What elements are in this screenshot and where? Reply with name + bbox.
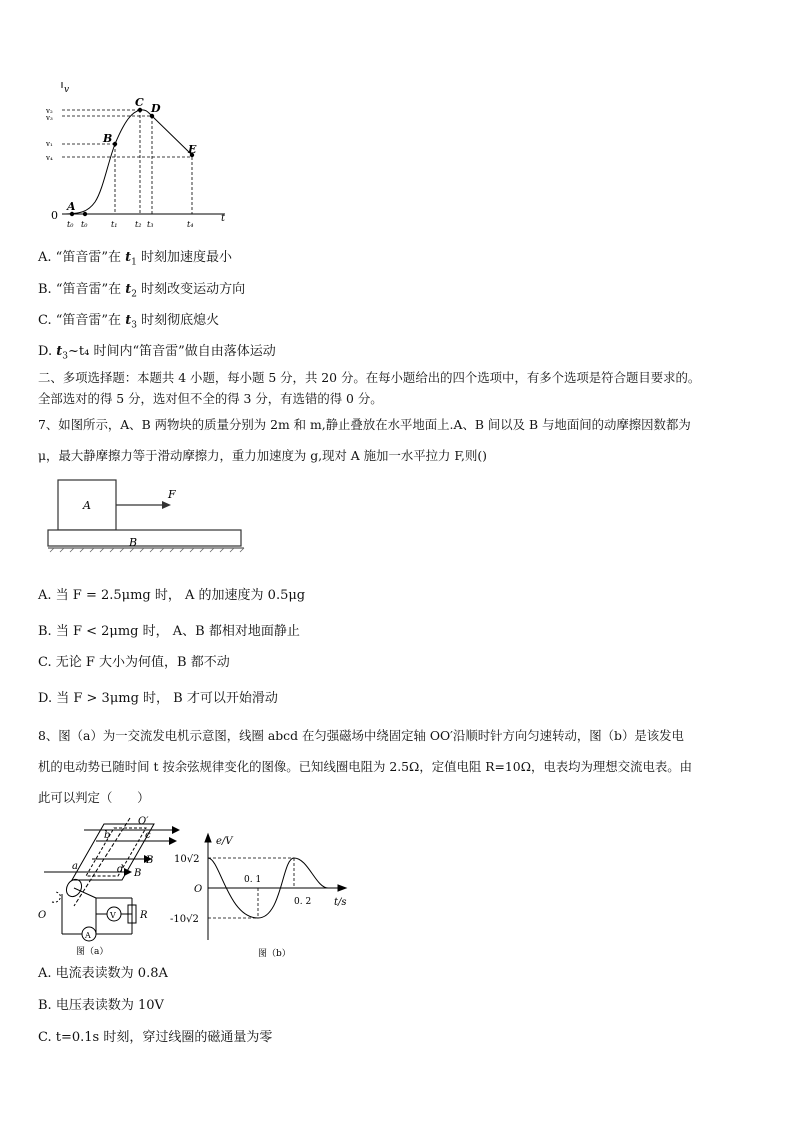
- point-c-label: C: [135, 96, 144, 109]
- y-tick-v4: v₄: [46, 154, 53, 162]
- x-tick-01: 0. 1: [244, 875, 262, 885]
- q7-option-d: D. 当 F > 3μmg 时， B 才可以开始滑动: [38, 691, 278, 706]
- point-e-label: E: [188, 143, 197, 156]
- vt-graph: [40, 82, 240, 232]
- x-tick-t4: t₄: [187, 220, 194, 229]
- section2-line2: 全部选对的得 5 分，选对但不全的得 3 分，有选错的得 0 分。: [38, 391, 383, 406]
- label-o: O: [38, 910, 47, 921]
- q7-option-a: A. 当 F = 2.5μmg 时， A 的加速度为 0.5μg: [38, 588, 306, 603]
- block-b-label: B: [129, 536, 138, 549]
- q7-option-c: C. 无论 F 大小为何值，B 都不动: [38, 655, 230, 670]
- block-a-label: A: [83, 499, 91, 512]
- q7-block-figure: [46, 478, 246, 554]
- q6-option-b: B. “笛音雷”在 $t_2$ 时刻改变运动方向: [38, 282, 246, 300]
- q7-stem-line1: 7、如图所示，A、B 两物块的质量分别为 2m 和 m,静止叠放在水平地面上.A、B 间以及 B 与地面间的动摩擦因数都为: [38, 417, 691, 432]
- q8-option-a: A. 电流表读数为 0.8A: [38, 966, 168, 981]
- q8-stem-line1: 8、图（a）为一交流发电机示意图，线圈 abcd 在匀强磁场中绕固定轴 OO′沿顺时针方向匀速转动，图（b）是该发电: [38, 728, 684, 743]
- q7-stem-line2: μ，最大静摩擦力等于滑动摩擦力，重力加速度为 g,现对 A 施加一水平拉力 F,则(): [38, 448, 488, 463]
- y-tick-v1: v₁: [46, 140, 53, 148]
- t-axis-label-b: t/s: [334, 897, 347, 908]
- label-b-corner: b: [104, 830, 111, 841]
- q8-option-c: C. t=0.1s 时刻，穿过线圈的磁通量为零: [38, 1030, 273, 1045]
- x-tick-t2: t₂: [135, 220, 142, 229]
- force-f-label: F: [168, 488, 176, 501]
- label-field-b-top: B: [146, 855, 154, 866]
- v-axis-label: v: [64, 85, 70, 95]
- figure-a-caption: 图（a）: [76, 947, 109, 957]
- y-tick-v2: v₂: [46, 107, 53, 115]
- q8-figure-a: [34, 814, 184, 962]
- x-tick-t1: t₁: [111, 220, 118, 229]
- q8-figure-b: [170, 832, 360, 962]
- point-d-label: D: [151, 102, 161, 115]
- q7-option-b: B. 当 F < 2μmg 时， A、B 都相对地面静止: [38, 624, 300, 639]
- x-tick-02: 0. 2: [294, 897, 312, 907]
- t-axis-label: t: [221, 213, 226, 224]
- voltmeter-label: V: [110, 911, 116, 920]
- point-b-label: B: [103, 132, 113, 145]
- y-min-label: -10√2: [170, 914, 199, 925]
- point-a-label: A: [67, 200, 76, 213]
- e-axis-label: e/V: [216, 836, 233, 847]
- q6-option-c: C. “笛音雷”在 $t_3$ 时刻彻底熄火: [38, 313, 220, 331]
- x-tick-t0b: t₀: [81, 220, 88, 229]
- q8-stem-line3: 此可以判定（ ）: [38, 790, 150, 805]
- y-max-label: 10√2: [174, 854, 200, 865]
- label-o-prime: O′: [138, 816, 149, 827]
- ammeter-label: A: [85, 931, 91, 940]
- label-field-b-bottom: B: [134, 868, 142, 879]
- y-tick-v3: v₃: [46, 114, 53, 122]
- label-d-corner: d: [117, 864, 124, 875]
- label-c-corner: c: [145, 830, 151, 841]
- q8-option-b: B. 电压表读数为 10V: [38, 998, 164, 1013]
- x-tick-t0a: t₀: [67, 220, 74, 229]
- x-tick-t3: t₃: [147, 220, 154, 229]
- q6-option-d: D. $t_3\sim t_4$ 时间内“笛音雷”做自由落体运动: [38, 344, 276, 362]
- label-a-corner: a: [72, 861, 78, 872]
- resistor-label: R: [140, 910, 148, 921]
- origin-label: 0: [51, 209, 58, 222]
- figure-b-caption: 图（b）: [258, 949, 291, 959]
- origin-o-label: O: [194, 884, 203, 895]
- q6-option-a: A. “笛音雷”在 $t_1$ 时刻加速度最小: [38, 250, 232, 268]
- section2-line1: 二、多项选择题：本题共 4 小题，每小题 5 分，共 20 分。在每小题给出的四个选项中，有多个选项是符合题目要求的。: [38, 370, 701, 385]
- q8-stem-line2: 机的电动势已随时间 t 按余弦规律变化的图像。已知线圈电阻为 2.5Ω，定值电阻 R=10Ω，电表均为理想交流电表。由: [38, 759, 693, 774]
